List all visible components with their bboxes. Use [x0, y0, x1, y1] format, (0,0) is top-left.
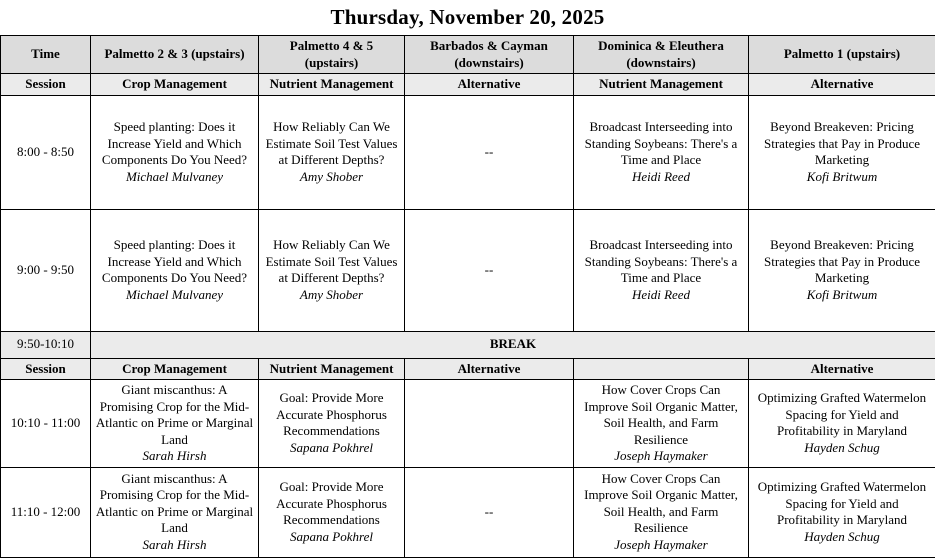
talk-cell-palmetto-4-5	[259, 380, 405, 468]
table-header-rooms	[1, 36, 935, 74]
empty-placeholder: --	[409, 262, 569, 279]
break-label: BREAK	[91, 331, 935, 358]
talk-cell-palmetto-4-5	[259, 467, 405, 557]
row-time: 9:00 - 9:50	[1, 209, 91, 331]
table-header-sessions	[1, 74, 935, 96]
session-track-palmetto-4-5-2: Nutrient Management	[259, 358, 405, 380]
talk-speaker: Kofi Britwum	[753, 287, 931, 304]
talk-cell-dominica-eleuthera	[574, 380, 749, 468]
talk-title: How Cover Crops Can Improve Soil Organic Matter, Soil Health, and Farm Resilience	[578, 382, 744, 448]
talk-title: Giant miscanthus: A Promising Crop for the Mid-Atlantic on Prime or Marginal Land	[95, 382, 254, 448]
break-row	[1, 331, 935, 358]
session-track-palmetto-2-3: Crop Management	[91, 74, 259, 96]
session-track-dominica-eleuthera: Nutrient Management	[574, 74, 749, 96]
talk-speaker: Sapana Pokhrel	[263, 440, 400, 457]
talk-title: Goal: Provide More Accurate Phosphorus Recommendations	[263, 479, 400, 529]
table-row	[1, 380, 935, 468]
talk-title: Optimizing Grafted Watermelon Spacing for Yield and Profitability in Maryland	[753, 479, 931, 529]
talk-cell-palmetto-4-5	[259, 95, 405, 209]
talk-title: Beyond Breakeven: Pricing Strategies that Pay in Produce Marketing	[753, 237, 931, 287]
talk-cell-palmetto-1	[749, 380, 935, 468]
talk-title: How Cover Crops Can Improve Soil Organic Matter, Soil Health, and Farm Resilience	[578, 471, 744, 537]
talk-cell-palmetto-2-3	[91, 467, 259, 557]
header-cell-palmetto-1: Palmetto 1 (upstairs)	[749, 36, 935, 74]
row-time: 11:10 - 12:00	[1, 467, 91, 557]
talk-cell-dominica-eleuthera	[574, 95, 749, 209]
talk-title: How Reliably Can We Estimate Soil Test Values at Different Depths?	[263, 119, 400, 169]
talk-cell-palmetto-1	[749, 467, 935, 557]
break-time: 9:50-10:10	[1, 331, 91, 358]
header-cell-palmetto-4-5: Palmetto 4 & 5 (upstairs)	[259, 36, 405, 74]
header-cell-barbados-cayman: Barbados & Cayman (downstairs)	[405, 36, 574, 74]
session-track-palmetto-4-5: Nutrient Management	[259, 74, 405, 96]
talk-cell-palmetto-2-3	[91, 95, 259, 209]
talk-cell-barbados-cayman	[405, 95, 574, 209]
row-time: 10:10 - 11:00	[1, 380, 91, 468]
talk-title: Giant miscanthus: A Promising Crop for the Mid-Atlantic on Prime or Marginal Land	[95, 471, 254, 537]
talk-title: Speed planting: Does it Increase Yield and Which Components Do You Need?	[95, 237, 254, 287]
table-row	[1, 467, 935, 557]
row-time: 8:00 - 8:50	[1, 95, 91, 209]
session-label-time: Session	[1, 74, 91, 96]
talk-title: Speed planting: Does it Increase Yield and Which Components Do You Need?	[95, 119, 254, 169]
session-track-palmetto-1-2: Alternative	[749, 358, 935, 380]
talk-cell-barbados-cayman	[405, 467, 574, 557]
session-label-time-2: Session	[1, 358, 91, 380]
talk-speaker: Heidi Reed	[578, 169, 744, 186]
talk-title: Broadcast Interseeding into Standing Soybeans: There's a Time and Place	[578, 119, 744, 169]
empty-placeholder: --	[409, 504, 569, 521]
talk-speaker: Joseph Haymaker	[578, 448, 744, 465]
talk-speaker: Heidi Reed	[578, 287, 744, 304]
talk-title: Beyond Breakeven: Pricing Strategies that Pay in Produce Marketing	[753, 119, 931, 169]
talk-cell-palmetto-2-3	[91, 380, 259, 468]
talk-cell-palmetto-1	[749, 209, 935, 331]
page-title: Thursday, November 20, 2025	[0, 0, 935, 35]
header-cell-time: Time	[1, 36, 91, 74]
talk-cell-palmetto-1	[749, 95, 935, 209]
session-track-barbados-cayman-2: Alternative	[405, 358, 574, 380]
talk-speaker: Amy Shober	[263, 287, 400, 304]
talk-speaker: Michael Mulvaney	[95, 287, 254, 304]
talk-speaker: Sapana Pokhrel	[263, 529, 400, 546]
talk-title: How Reliably Can We Estimate Soil Test Values at Different Depths?	[263, 237, 400, 287]
talk-speaker: Michael Mulvaney	[95, 169, 254, 186]
talk-title: Optimizing Grafted Watermelon Spacing for Yield and Profitability in Maryland	[753, 390, 931, 440]
talk-cell-palmetto-4-5	[259, 209, 405, 331]
talk-cell-barbados-cayman	[405, 209, 574, 331]
session-track-dominica-eleuthera-2	[574, 358, 749, 380]
talk-cell-dominica-eleuthera	[574, 467, 749, 557]
talk-speaker: Sarah Hirsh	[95, 537, 254, 554]
session-track-barbados-cayman: Alternative	[405, 74, 574, 96]
talk-speaker: Hayden Schug	[753, 529, 931, 546]
talk-cell-palmetto-2-3	[91, 209, 259, 331]
talk-speaker: Amy Shober	[263, 169, 400, 186]
schedule-table	[0, 35, 935, 558]
table-row	[1, 209, 935, 331]
talk-speaker: Sarah Hirsh	[95, 448, 254, 465]
table-row	[1, 95, 935, 209]
header-cell-palmetto-2-3: Palmetto 2 & 3 (upstairs)	[91, 36, 259, 74]
session-track-palmetto-1: Alternative	[749, 74, 935, 96]
talk-title: Goal: Provide More Accurate Phosphorus Recommendations	[263, 390, 400, 440]
talk-title: Broadcast Interseeding into Standing Soybeans: There's a Time and Place	[578, 237, 744, 287]
talk-cell-dominica-eleuthera	[574, 209, 749, 331]
session-track-palmetto-2-3-2: Crop Management	[91, 358, 259, 380]
table-header-sessions-2	[1, 358, 935, 380]
talk-cell-barbados-cayman	[405, 380, 574, 468]
header-cell-dominica-eleuthera: Dominica & Eleuthera (downstairs)	[574, 36, 749, 74]
talk-speaker: Hayden Schug	[753, 440, 931, 457]
empty-placeholder: --	[409, 144, 569, 161]
talk-speaker: Joseph Haymaker	[578, 537, 744, 554]
talk-speaker: Kofi Britwum	[753, 169, 931, 186]
